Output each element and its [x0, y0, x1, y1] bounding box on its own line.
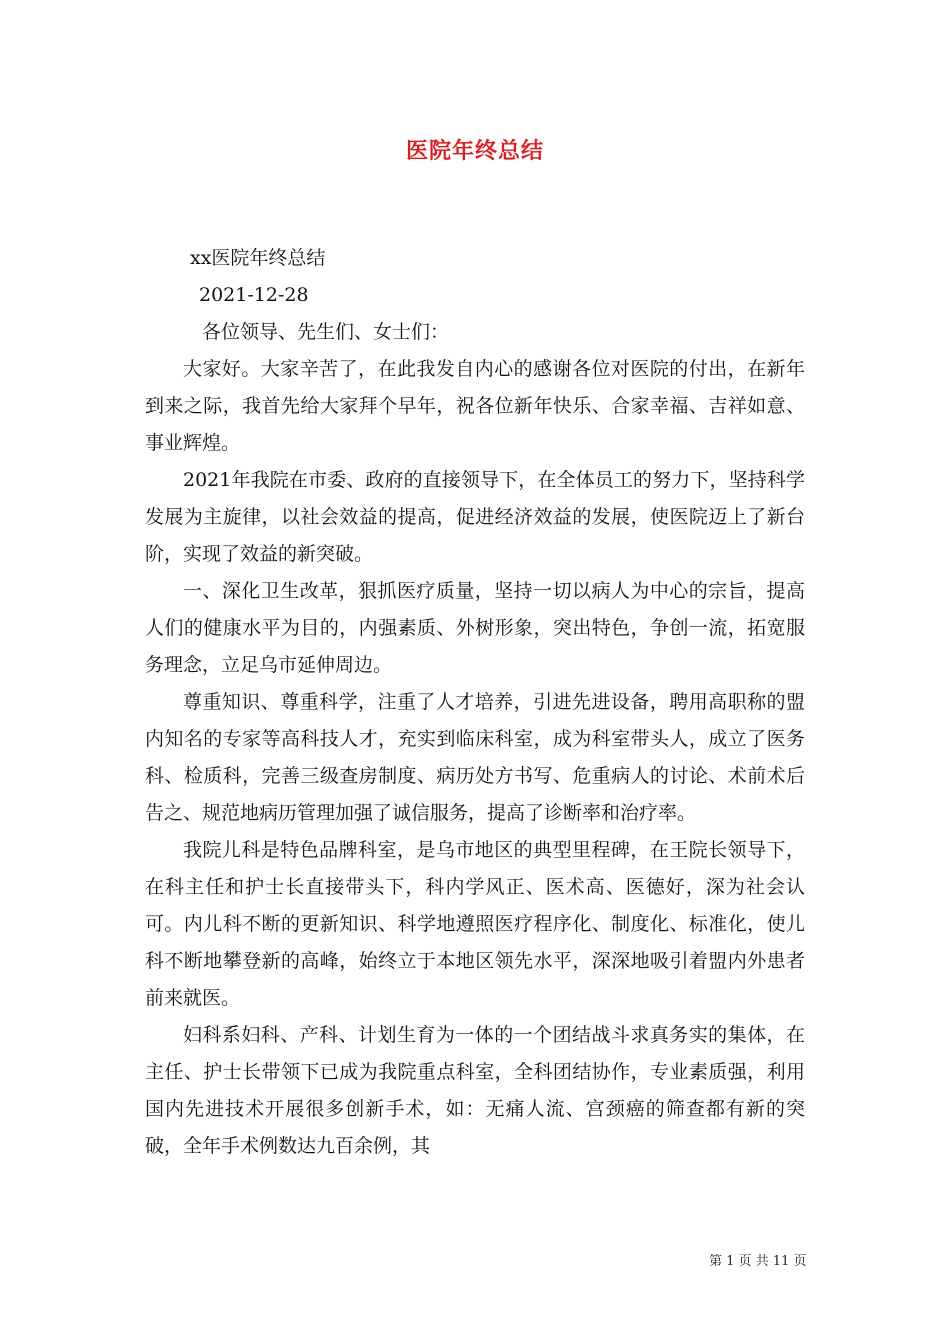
paragraph-section-one: 一、深化卫生改革，狠抓医疗质量，坚持一切以病人为中心的宗旨，提高人们的健康水平为目的，内强素质、外树形象，突出特色，争创一流，拓宽服务理念，立足乌市延伸周边。	[145, 580, 805, 676]
paragraph-talent: 尊重知识、尊重科学，注重了人才培养，引进先进设备，聘用高职称的盟内知名的专家等高科技人才，充实到临床科室，成为科室带头人，成立了医务科、检质科，完善三级查房制度、病历处方书写、危重病人的讨论、术前术后告之、规范地病历管理加强了诚信服务，提高了诊断率和治疗率。	[145, 691, 805, 824]
page-number-footer: 第 1 页 共 11 页	[709, 1254, 807, 1269]
document-date: 2021-12-28	[199, 284, 309, 306]
document-greeting: 各位领导、先生们、女士们：	[202, 321, 450, 343]
paragraph-pediatrics: 我院儿科是特色品牌科室，是乌市地区的典型里程碑，在王院长领导下，在科主任和护士长直接带头下，科内学风正、医术高、医德好，深为社会认可。内儿科不断的更新知识、科学地遵照医疗程序化、制度化、标准化，使儿科不断地攀登新的高峰，始终立于本地区领先水平，深深地吸引着盟内外患者前来就医。	[145, 839, 805, 1009]
paragraph-overview: 2021年我院在市委、政府的直接领导下，在全体员工的努力下，坚持科学发展为主旋律，以社会效益的提高，促进经济效益的发展，使医院迈上了新台阶，实现了效益的新突破。	[145, 469, 805, 565]
paragraph-gynecology: 妇科系妇科、产科、计划生育为一体的一个团结战斗求真务实的集体，在主任、护士长带领下已成为我院重点科室，全科团结协作，专业素质强，利用国内先进技术开展很多创新手术，如：无痛人流、宫颈癌的筛查都有新的突破，全年手术例数达九百余例，其	[145, 1024, 805, 1157]
paragraph-opening: 大家好。大家辛苦了，在此我发自内心的感谢各位对医院的付出，在新年到来之际，我首先给大家拜个早年，祝各位新年快乐、合家幸福、吉祥如意、事业辉煌。	[145, 358, 805, 454]
document-header-line: xx医院年终总结	[190, 247, 326, 269]
document-body	[145, 240, 805, 1165]
document-title: 医院年终总结	[405, 138, 544, 164]
